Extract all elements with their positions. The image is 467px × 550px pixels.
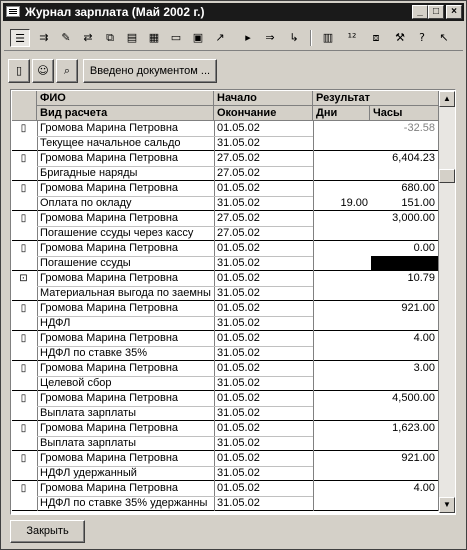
cell-hours[interactable]	[371, 406, 438, 421]
enter-icon[interactable]: ↳	[289, 31, 299, 44]
cell-vid: НДФЛ удержанный	[40, 467, 137, 479]
cell-result: 4,500.00	[392, 392, 435, 404]
header-end[interactable]: Окончание	[214, 106, 313, 121]
cell-fio: Громова Марина Петровна	[40, 122, 179, 134]
cell-end: 31.05.02	[217, 377, 260, 389]
move-right-icon[interactable]: ⇒	[265, 31, 275, 44]
cell-result: 921.00	[401, 452, 435, 464]
table-body	[12, 91, 439, 513]
table-row[interactable]	[12, 301, 439, 331]
title-bar[interactable]	[3, 3, 464, 21]
header-hours[interactable]: Часы	[370, 106, 439, 121]
record-icon: ▯	[20, 243, 27, 254]
record-icon[interactable]: ▣	[192, 31, 204, 44]
cell-days	[314, 496, 371, 511]
cell-result: 6,404.23	[392, 152, 435, 164]
cell-vid: НДФЛ по ставке 35% удержанны	[40, 497, 208, 509]
cell-end: 31.05.02	[217, 497, 260, 509]
cell-hours[interactable]	[371, 166, 438, 181]
context-help-icon[interactable]: ↖	[439, 31, 449, 44]
scroll-down-icon[interactable]: ▼	[439, 497, 455, 513]
cell-days	[314, 376, 371, 391]
table-row[interactable]	[12, 361, 439, 391]
main-toolbar	[4, 24, 463, 51]
header-icon-column	[12, 91, 37, 121]
cell-fio: Громова Марина Петровна	[40, 242, 179, 254]
cell-vid: Целевой сбор	[40, 377, 112, 389]
entered-by-document-button[interactable]: Введено документом ...	[83, 59, 217, 83]
vertical-scrollbar[interactable]	[439, 91, 455, 513]
cell-result: -32.58	[403, 122, 435, 134]
cell-vid: Погашение ссуды	[40, 257, 131, 269]
tools-icon[interactable]: ⚒	[395, 31, 405, 44]
table-row[interactable]	[12, 151, 439, 181]
cell-hours[interactable]	[371, 466, 438, 481]
cell-days	[314, 346, 371, 361]
action-toolbar	[4, 56, 463, 86]
cell-fio: Громова Марина Петровна	[40, 212, 179, 224]
calendar-icon[interactable]: ▥	[322, 31, 334, 44]
record-icon: ▯	[20, 153, 27, 164]
record-icon: ▯	[20, 123, 27, 134]
cell-end: 31.05.02	[217, 317, 260, 329]
cell-result: 3.00	[413, 362, 435, 374]
cell-result: 10.79	[407, 272, 435, 284]
cell-result: 3,000.00	[392, 212, 435, 224]
cell-hours[interactable]	[371, 136, 438, 151]
cell-hours[interactable]	[371, 376, 438, 391]
cell-start: 01.05.02	[217, 182, 260, 194]
cell-hours[interactable]: 151.00	[401, 197, 435, 209]
cell-vid: НДФЛ по ставке 35%	[40, 347, 148, 359]
cell-fio: Громова Марина Петровна	[40, 422, 179, 434]
cell-start: 01.05.02	[217, 272, 260, 284]
record-icon: ▯	[20, 213, 27, 224]
fixed-record-icon: ⊡	[19, 273, 28, 284]
cell-fio: Громова Марина Петровна	[40, 152, 179, 164]
record-icon: ▯	[20, 183, 27, 194]
table-row[interactable]	[12, 451, 439, 481]
cell-start: 27.05.02	[217, 212, 260, 224]
cell-fio: Громова Марина Петровна	[40, 182, 179, 194]
header-days[interactable]: Дни	[313, 106, 370, 121]
scroll-up-icon[interactable]: ▲	[439, 91, 455, 107]
cell-start: 01.05.02	[217, 122, 260, 134]
table-row[interactable]	[12, 181, 439, 211]
cell-vid: Выплата зарплаты	[40, 407, 137, 419]
cell-fio: Громова Марина Петровна	[40, 302, 179, 314]
cell-result: 680.00	[401, 182, 435, 194]
cell-vid: Бригадные наряды	[40, 167, 138, 179]
edit-icon[interactable]: ✎	[61, 31, 71, 44]
table-row[interactable]	[12, 271, 439, 301]
cell-vid: Материальная выгода по заемны	[40, 287, 211, 299]
cell-end: 31.05.02	[217, 197, 260, 209]
cell-end: 31.05.02	[217, 137, 260, 149]
new-document-icon[interactable]: ▯	[8, 59, 30, 83]
cell-vid: НДФЛ	[40, 317, 71, 329]
header-fio[interactable]: ФИО	[37, 91, 214, 106]
minimize-button[interactable]: _	[412, 5, 428, 19]
cell-start: 01.05.02	[217, 242, 260, 254]
journal-table	[10, 89, 456, 515]
cell-result: 4.00	[413, 482, 435, 494]
cell-start: 01.05.02	[217, 422, 260, 434]
cell-hours[interactable]	[371, 496, 438, 511]
cell-fio: Громова Марина Петровна	[40, 482, 179, 494]
cell-days: 19.00	[340, 197, 368, 209]
cell-start: 01.05.02	[217, 452, 260, 464]
header-vid[interactable]: Вид расчета	[37, 106, 214, 121]
table-row[interactable]	[12, 421, 439, 451]
maximize-button[interactable]: □	[428, 5, 444, 19]
move-icon[interactable]: ⇄	[83, 31, 93, 44]
cell-start: 01.05.02	[217, 482, 260, 494]
cell-vid: Выплата зарплаты	[40, 437, 137, 449]
cell-end: 27.05.02	[217, 167, 260, 179]
copy-icon[interactable]: ⧉	[106, 31, 114, 44]
cell-end: 31.05.02	[217, 437, 260, 449]
cell-start: 27.05.02	[217, 152, 260, 164]
cell-hours[interactable]	[371, 226, 438, 241]
cell-vid: Погашение ссуды через кассу	[40, 227, 194, 239]
cell-hours[interactable]	[371, 346, 438, 361]
cell-start: 01.05.02	[217, 392, 260, 404]
cell-start: 01.05.02	[217, 362, 260, 374]
edit-arrow-icon[interactable]: ↗	[215, 31, 225, 44]
cell-fio: Громова Марина Петровна	[40, 332, 179, 344]
cell-days	[314, 226, 371, 241]
cell-fio: Громова Марина Петровна	[40, 392, 179, 404]
cell-hours[interactable]	[371, 316, 438, 331]
cell-start: 01.05.02	[217, 302, 260, 314]
table-header	[12, 91, 439, 121]
record-icon: ▯	[20, 303, 27, 314]
search-icon[interactable]: ⌕	[56, 59, 78, 83]
cell-days	[314, 286, 371, 301]
document-icon[interactable]: ▭	[170, 31, 182, 44]
cell-end: 27.05.02	[217, 227, 260, 239]
table-row[interactable]	[12, 241, 439, 271]
cell-days	[314, 406, 371, 421]
app-icon	[6, 6, 20, 17]
close-window-button[interactable]: ×	[446, 5, 462, 19]
help-icon[interactable]: ?	[419, 31, 425, 44]
group-icon[interactable]: ▤	[126, 31, 138, 44]
record-icon: ▯	[20, 333, 27, 344]
cell-end: 31.05.02	[217, 347, 260, 359]
select-icon[interactable]: ▦	[148, 31, 160, 44]
cell-fio: Громова Марина Петровна	[40, 362, 179, 374]
table-row[interactable]	[12, 331, 439, 361]
table-row[interactable]	[12, 211, 439, 241]
record-icon: ▯	[20, 363, 27, 374]
counter-icon[interactable]: ¹²	[347, 31, 357, 44]
close-button[interactable]: Закрыть	[10, 520, 85, 543]
cell-vid: Текущее начальное сальдо	[40, 137, 181, 149]
cell-fio: Громова Марина Петровна	[40, 452, 179, 464]
cell-days	[314, 256, 371, 271]
scroll-thumb[interactable]	[439, 169, 455, 183]
cell-result: 921.00	[401, 302, 435, 314]
cell-result: 4.00	[413, 332, 435, 344]
cell-end: 31.05.02	[217, 407, 260, 419]
cell-days	[314, 166, 371, 181]
table-row[interactable]	[12, 391, 439, 421]
table-row[interactable]	[12, 121, 439, 151]
list-view-icon[interactable]: ☰	[10, 29, 30, 47]
cell-hours[interactable]	[371, 256, 438, 271]
toolbar-separator	[310, 30, 312, 46]
window-title: Журнал зарплата (Май 2002 г.)	[25, 5, 205, 19]
cell-hours[interactable]	[371, 436, 438, 451]
header-start[interactable]: Начало	[214, 91, 313, 106]
cell-result: 0.00	[413, 242, 435, 254]
employees-icon[interactable]: ☺	[32, 59, 54, 83]
cell-hours[interactable]	[371, 286, 438, 301]
cell-end: 31.05.02	[217, 287, 260, 299]
cell-days	[314, 316, 371, 331]
cell-vid: Оплата по окладу	[40, 197, 132, 209]
record-icon: ▯	[20, 453, 27, 464]
cell-days	[314, 466, 371, 481]
arrow-right-icon[interactable]: ▸	[245, 31, 251, 44]
record-icon: ▯	[20, 483, 27, 494]
cell-days	[314, 136, 371, 151]
record-icon: ▯	[20, 393, 27, 404]
cell-fio: Громова Марина Петровна	[40, 272, 179, 284]
cell-days	[314, 436, 371, 451]
cell-result: 1,623.00	[392, 422, 435, 434]
column-icon[interactable]: ⇉	[39, 31, 49, 44]
record-icon: ▯	[20, 423, 27, 434]
cell-start: 01.05.02	[217, 332, 260, 344]
header-result[interactable]: Результат	[313, 91, 439, 106]
cell-end: 31.05.02	[217, 257, 260, 269]
table-row[interactable]	[12, 481, 439, 511]
cell-end: 31.05.02	[217, 467, 260, 479]
multi-window-icon[interactable]: ⧈	[372, 31, 380, 44]
